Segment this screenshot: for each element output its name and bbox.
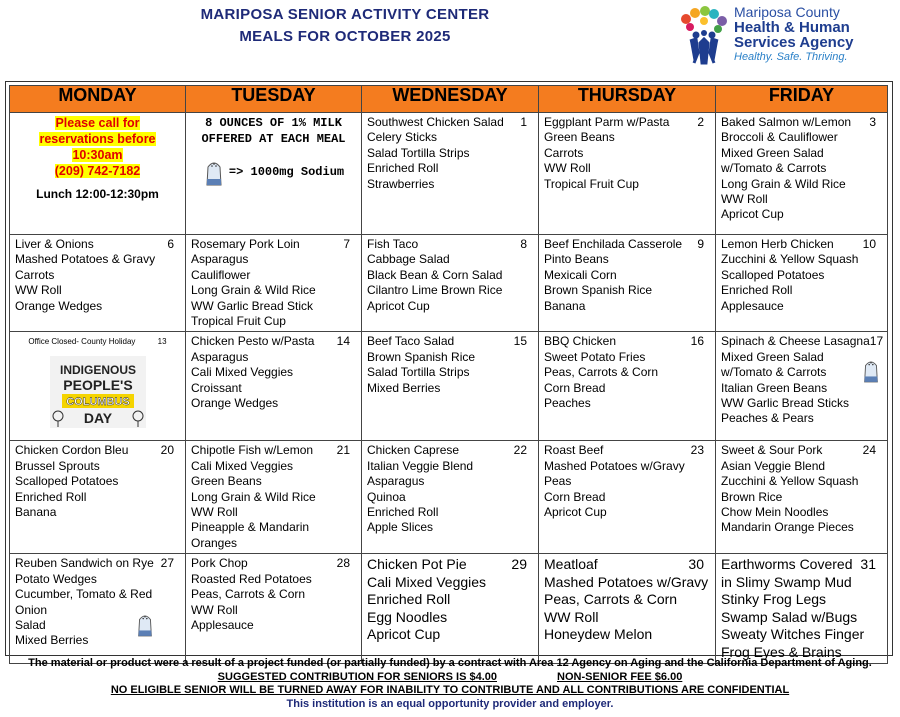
entree-line [191,556,356,571]
meal-cell [362,332,539,441]
title-line-2: MEALS FOR OCTOBER 2025 [239,28,451,45]
menu-item: Enriched Roll [721,283,793,298]
equal-opportunity-statement: This institution is an equal opportunity provider and employer. [286,697,614,710]
sodium-text: => 1000mg Sodium [228,165,345,180]
menu-item: Apricot Cup [721,207,784,222]
menu-item: Mashed Potatoes w/Gravy [544,458,685,473]
menu-item: Peas, Carrots & Corn [544,591,678,608]
header-thursday: THURSDAY [539,86,716,113]
day-number: 9 [697,237,704,251]
entree-name: Chicken Pesto w/Pasta [191,334,315,349]
meal-cell [539,113,716,235]
entree-name: Chicken Pot Pie [367,556,467,573]
svg-text:COLUMBUS: COLUMBUS [65,395,130,408]
menu-item: w/Tomato & Carrots [721,161,827,176]
day-number: 22 [513,443,527,458]
entree-line [721,115,882,130]
entree-name: Chicken Caprese [367,443,460,458]
menu-item: w/Tomato & Carrots [721,365,827,380]
header-friday: FRIDAY [716,86,888,113]
menu-item: Peas, Carrots & Corn [191,587,306,602]
menu-item: Banana [544,298,586,313]
title-line-1: MARIPOSA SENIOR ACTIVITY CENTER [200,6,490,23]
day-number: 28 [336,556,350,571]
menu-item: Broccoli & Cauliflower [721,130,838,145]
phone-number: (209) 742-7182 [54,164,141,178]
entree-line [544,334,710,349]
entree-name: Beef Taco Salad [367,334,455,349]
senior-contribution: SUGGESTED CONTRIBUTION FOR SENIORS IS $4.00 [217,670,497,683]
menu-item: Scalloped Potatoes [15,474,119,489]
milk-notice [191,115,356,147]
day-number: 31 [860,556,876,573]
meal-cell [539,554,716,664]
menu-item: Italian Veggie Blend [367,458,474,473]
entree-line [367,237,533,252]
menu-item: Apricot Cup [367,298,430,313]
logo-line-3: Services Agency [734,34,854,51]
non-senior-fee: NON-SENIOR FEE $6.00 [557,670,683,683]
day-number: 7 [343,237,350,251]
family-tree-icon [676,5,732,65]
entree-name: Beef Enchilada Casserole [544,237,683,251]
meal-cell [10,441,186,554]
meal-cell [10,554,186,664]
milk-line-1: 8 OUNCES OF 1% MILK [205,116,342,130]
logo-line-1: Mariposa County [734,4,840,20]
menu-item: Mixed Green Salad [721,349,824,364]
menu-item: Honeydew Melon [544,626,653,643]
week-row [10,235,888,332]
menu-item: WW Garlic Bread Stick [191,298,314,313]
menu-item: WW Roll [544,608,599,625]
no-turn-away-notice: NO ELIGIBLE SENIOR WILL BE TURNED AWAY FOR INABILITY TO CONTRIBUTE AND ALL CONTRIBUTIONS ARE CONFIDENTIAL [110,684,790,696]
entree-line [191,443,356,458]
menu-item: Peas, Carrots & Corn [544,365,659,380]
day-number: 24 [862,443,876,458]
menu-item: Italian Green Beans [721,380,828,395]
meal-cell [186,441,362,554]
menu-item: Mashed Potatoes w/Gravy [544,573,709,590]
menu-item: Banana [15,505,57,520]
week-row [10,113,888,235]
menu-item: Orange Wedges [191,396,279,411]
holiday-graphic [50,356,146,428]
menu-item: Strawberries [367,176,435,191]
menu-item: Pinto Beans [544,252,609,267]
day-number: 3 [869,115,876,129]
day-number: 27 [160,556,174,571]
header-wednesday: WEDNESDAY [362,86,539,113]
day-number: 14 [336,334,350,349]
weekday-header-row [10,86,888,113]
day-number: 8 [520,237,527,251]
milk-line-2: OFFERED AT EACH MEAL [201,132,346,146]
day-number: 2 [697,115,704,129]
menu-item: Green Beans [191,474,262,489]
meal-cell [186,235,362,332]
menu-item: WW Roll [544,161,591,176]
reservation-line-3: 10:30am [72,148,123,162]
menu-item: Mashed Potatoes & Gravy [15,252,156,267]
svg-text:PEOPLE'S: PEOPLE'S [62,376,133,393]
menu-item: Asparagus [191,252,249,267]
menu-item: Enriched Roll [367,161,439,176]
entree-name: Reuben Sandwich on Rye [15,556,154,571]
menu-item: Enriched Roll [367,505,439,520]
salt-shaker-icon [861,358,881,388]
menu-item: WW Roll [191,505,238,520]
meal-cell [716,332,888,441]
menu-item: Swamp Salad w/Bugs [721,608,858,625]
day-number: 15 [513,334,527,349]
menu-item: Cali Mixed Veggies [367,573,487,590]
week-row [10,441,888,554]
menu-item: Asparagus [191,349,249,364]
menu-item: Egg Noodles [367,608,448,625]
menu-item: Mixed Green Salad [721,145,824,160]
entree-line [15,556,180,571]
week-row [10,554,888,664]
entree-name: Fish Taco [367,237,419,251]
reservation-info-cell [10,113,186,235]
menu-item: Potato Wedges [15,571,97,586]
menu-item: Peas [544,474,572,489]
entree-line [191,334,356,349]
meal-cell [362,441,539,554]
meal-cell [362,235,539,332]
sodium-legend [191,159,356,187]
svg-text:DAY: DAY [83,409,112,426]
menu-item: Green Beans [544,130,615,145]
entree-name: Liver & Onions [15,237,94,251]
holiday-note [15,334,180,349]
entree-name: Baked Salmon w/Lemon [721,115,852,129]
menu-item: WW Roll [721,192,768,207]
menu-item: Cali Mixed Veggies [191,458,294,473]
logo-tagline: Healthy. Safe. Thriving. [734,51,848,63]
entree-name: Spinach & Cheese Lasagna [721,334,870,349]
meal-cell [362,113,539,235]
menu-item: Cilantro Lime Brown Rice [367,283,503,298]
day-number: 17 [869,334,884,349]
day-number: 1 [520,115,527,129]
day-number: 20 [160,443,174,458]
menu-item: Long Grain & Wild Rice [191,489,316,504]
lunch-hours: Lunch 12:00-12:30pm [36,187,159,201]
meal-cell [10,235,186,332]
entree-line [15,443,180,458]
menu-item: Quinoa [367,489,406,504]
menu-item: Peaches & Pears [721,411,814,426]
menu-item: Enriched Roll [15,489,87,504]
salt-shaker-icon [203,159,225,187]
entree-name: Lemon Herb Chicken [721,237,834,251]
menu-item: Cauliflower [191,267,251,282]
menu-item: Peaches [544,396,591,411]
menu-item: WW Roll [15,283,62,298]
entree-name: Sweet & Sour Pork [721,443,823,458]
logo-text [734,5,854,65]
menu-item: Mixed Berries [15,633,89,648]
menu-item: Stinky Frog Legs [721,591,827,608]
menu-item: Carrots [544,145,584,160]
menu-item: Applesauce [721,298,784,313]
holiday-day-number: 13 [157,337,167,347]
meal-cell [186,332,362,441]
day-number: 6 [167,237,174,251]
reservation-line-2: reservations before [39,132,156,146]
meal-cell [539,332,716,441]
entree-name: Eggplant Parm w/Pasta [544,115,670,129]
menu-item: Zucchini & Yellow Squash [721,252,859,267]
footer [0,657,900,711]
menu-item: Orange Wedges [15,298,103,313]
menu-item: Salad [15,617,46,632]
entree-line [544,237,710,252]
svg-text:INDIGENOUS: INDIGENOUS [59,362,136,377]
entree-line [721,334,882,349]
entree-line [721,556,882,574]
menu-item: Croissant [191,380,242,395]
entree-name: Earthworms Covered [721,556,853,573]
entree-line [191,237,356,252]
menu-item: Long Grain & Wild Rice [191,283,316,298]
agency-logo [676,5,896,67]
header-monday: MONDAY [10,86,186,113]
meal-cell [539,441,716,554]
menu-item: Brown Spanish Rice [544,283,653,298]
day-number: 29 [511,556,527,573]
entree-line [721,237,882,252]
meal-cell [716,235,888,332]
menu-item: Zucchini & Yellow Squash [721,474,859,489]
day-number: 10 [862,237,876,251]
meal-cell [716,554,888,664]
menu-item: Roasted Red Potatoes [191,571,312,586]
menu-item: Mixed Berries [367,380,441,395]
entree-line [544,556,710,574]
meal-cell [186,554,362,664]
entree-name: Chicken Cordon Bleu [15,443,129,458]
menu-item: Cabbage Salad [367,252,450,267]
menu-item: WW Garlic Bread Sticks [721,396,850,411]
menu-item: Pineapple & Mandarin Oranges [191,520,310,550]
salt-shaker-icon [135,612,155,642]
menu-item: Salad Tortilla Strips [367,145,470,160]
holiday-note-text: Office Closed- County Holiday [28,337,136,347]
menu-item: Cali Mixed Veggies [191,365,294,380]
entree-line [367,115,533,130]
funding-note: The material or product were a result of a project funded (or partially funded) by a contract with Area 12 Agency on Aging and the California Department of Aging. [28,657,872,669]
menu-item: in Slimy Swamp Mud [721,573,852,590]
meal-cell [716,113,888,235]
entree-name: BBQ Chicken [544,334,617,349]
header-tuesday: TUESDAY [186,86,362,113]
day-number: 21 [336,443,350,458]
entree-line [15,237,180,252]
menu-item: Long Grain & Wild Rice [721,176,846,191]
menu-item: Brown Spanish Rice [367,349,476,364]
menu-item: Asparagus [367,474,425,489]
menu-item: Frog Eyes & Brains [721,643,842,660]
menu-item: Sweet Potato Fries [544,349,646,364]
menu-item: Cucumber, Tomato & Red Onion [15,587,153,617]
meal-cell [362,554,539,664]
milk-info-cell [186,113,362,235]
menu-item: Chow Mein Noodles [721,505,829,520]
menu-item: Apple Slices [367,520,434,535]
menu-item: Sweaty Witches Finger [721,626,865,643]
entree-name: Pork Chop [191,556,248,571]
week-row [10,332,888,441]
menu-item: Mandarin Orange Pieces [721,520,854,535]
menu-item: Corn Bread [544,380,606,395]
menu-item: Mexicali Corn [544,267,617,282]
menu-item: Applesauce [191,617,254,632]
entree-line [367,556,533,574]
holiday-cell [10,332,186,441]
menu-item: Carrots [15,267,55,282]
menu-item: WW Roll [191,602,238,617]
entree-name: Rosemary Pork Loin [191,237,300,251]
menu-item: Brussel Sprouts [15,458,100,473]
menu-item: Enriched Roll [367,591,451,608]
menu-item: Corn Bread [544,489,606,504]
contribution-line [0,671,900,685]
menu-item: Apricot Cup [544,505,607,520]
page-title [120,4,570,48]
entree-line [544,443,710,458]
day-number: 30 [688,556,704,573]
menu-item: Salad Tortilla Strips [367,365,470,380]
entree-line [721,443,882,458]
day-number: 23 [690,443,704,458]
entree-name: Meatloaf [544,556,598,573]
menu-item: Tropical Fruit Cup [191,314,286,329]
menu-item: Brown Rice [721,489,783,504]
entree-name: Chipotle Fish w/Lemon [191,443,314,458]
menu-item: Apricot Cup [367,626,441,643]
menu-item: Black Bean & Corn Salad [367,267,503,282]
menu-item: Celery Sticks [367,130,438,145]
logo-line-2: Health & Human [734,19,850,36]
menu-item: Asian Veggie Blend [721,458,826,473]
reservation-notice [15,115,180,179]
menu-item: Scalloped Potatoes [721,267,825,282]
meal-calendar [9,85,888,664]
day-number: 16 [690,334,704,349]
entree-line [367,443,533,458]
entree-name: Roast Beef [544,443,604,458]
entree-line [544,115,710,130]
meal-cell [539,235,716,332]
entree-name: Southwest Chicken Salad [367,115,504,129]
menu-item: Tropical Fruit Cup [544,176,639,191]
entree-line [367,334,533,349]
reservation-line-1: Please call for [55,116,140,130]
meal-cell [716,441,888,554]
